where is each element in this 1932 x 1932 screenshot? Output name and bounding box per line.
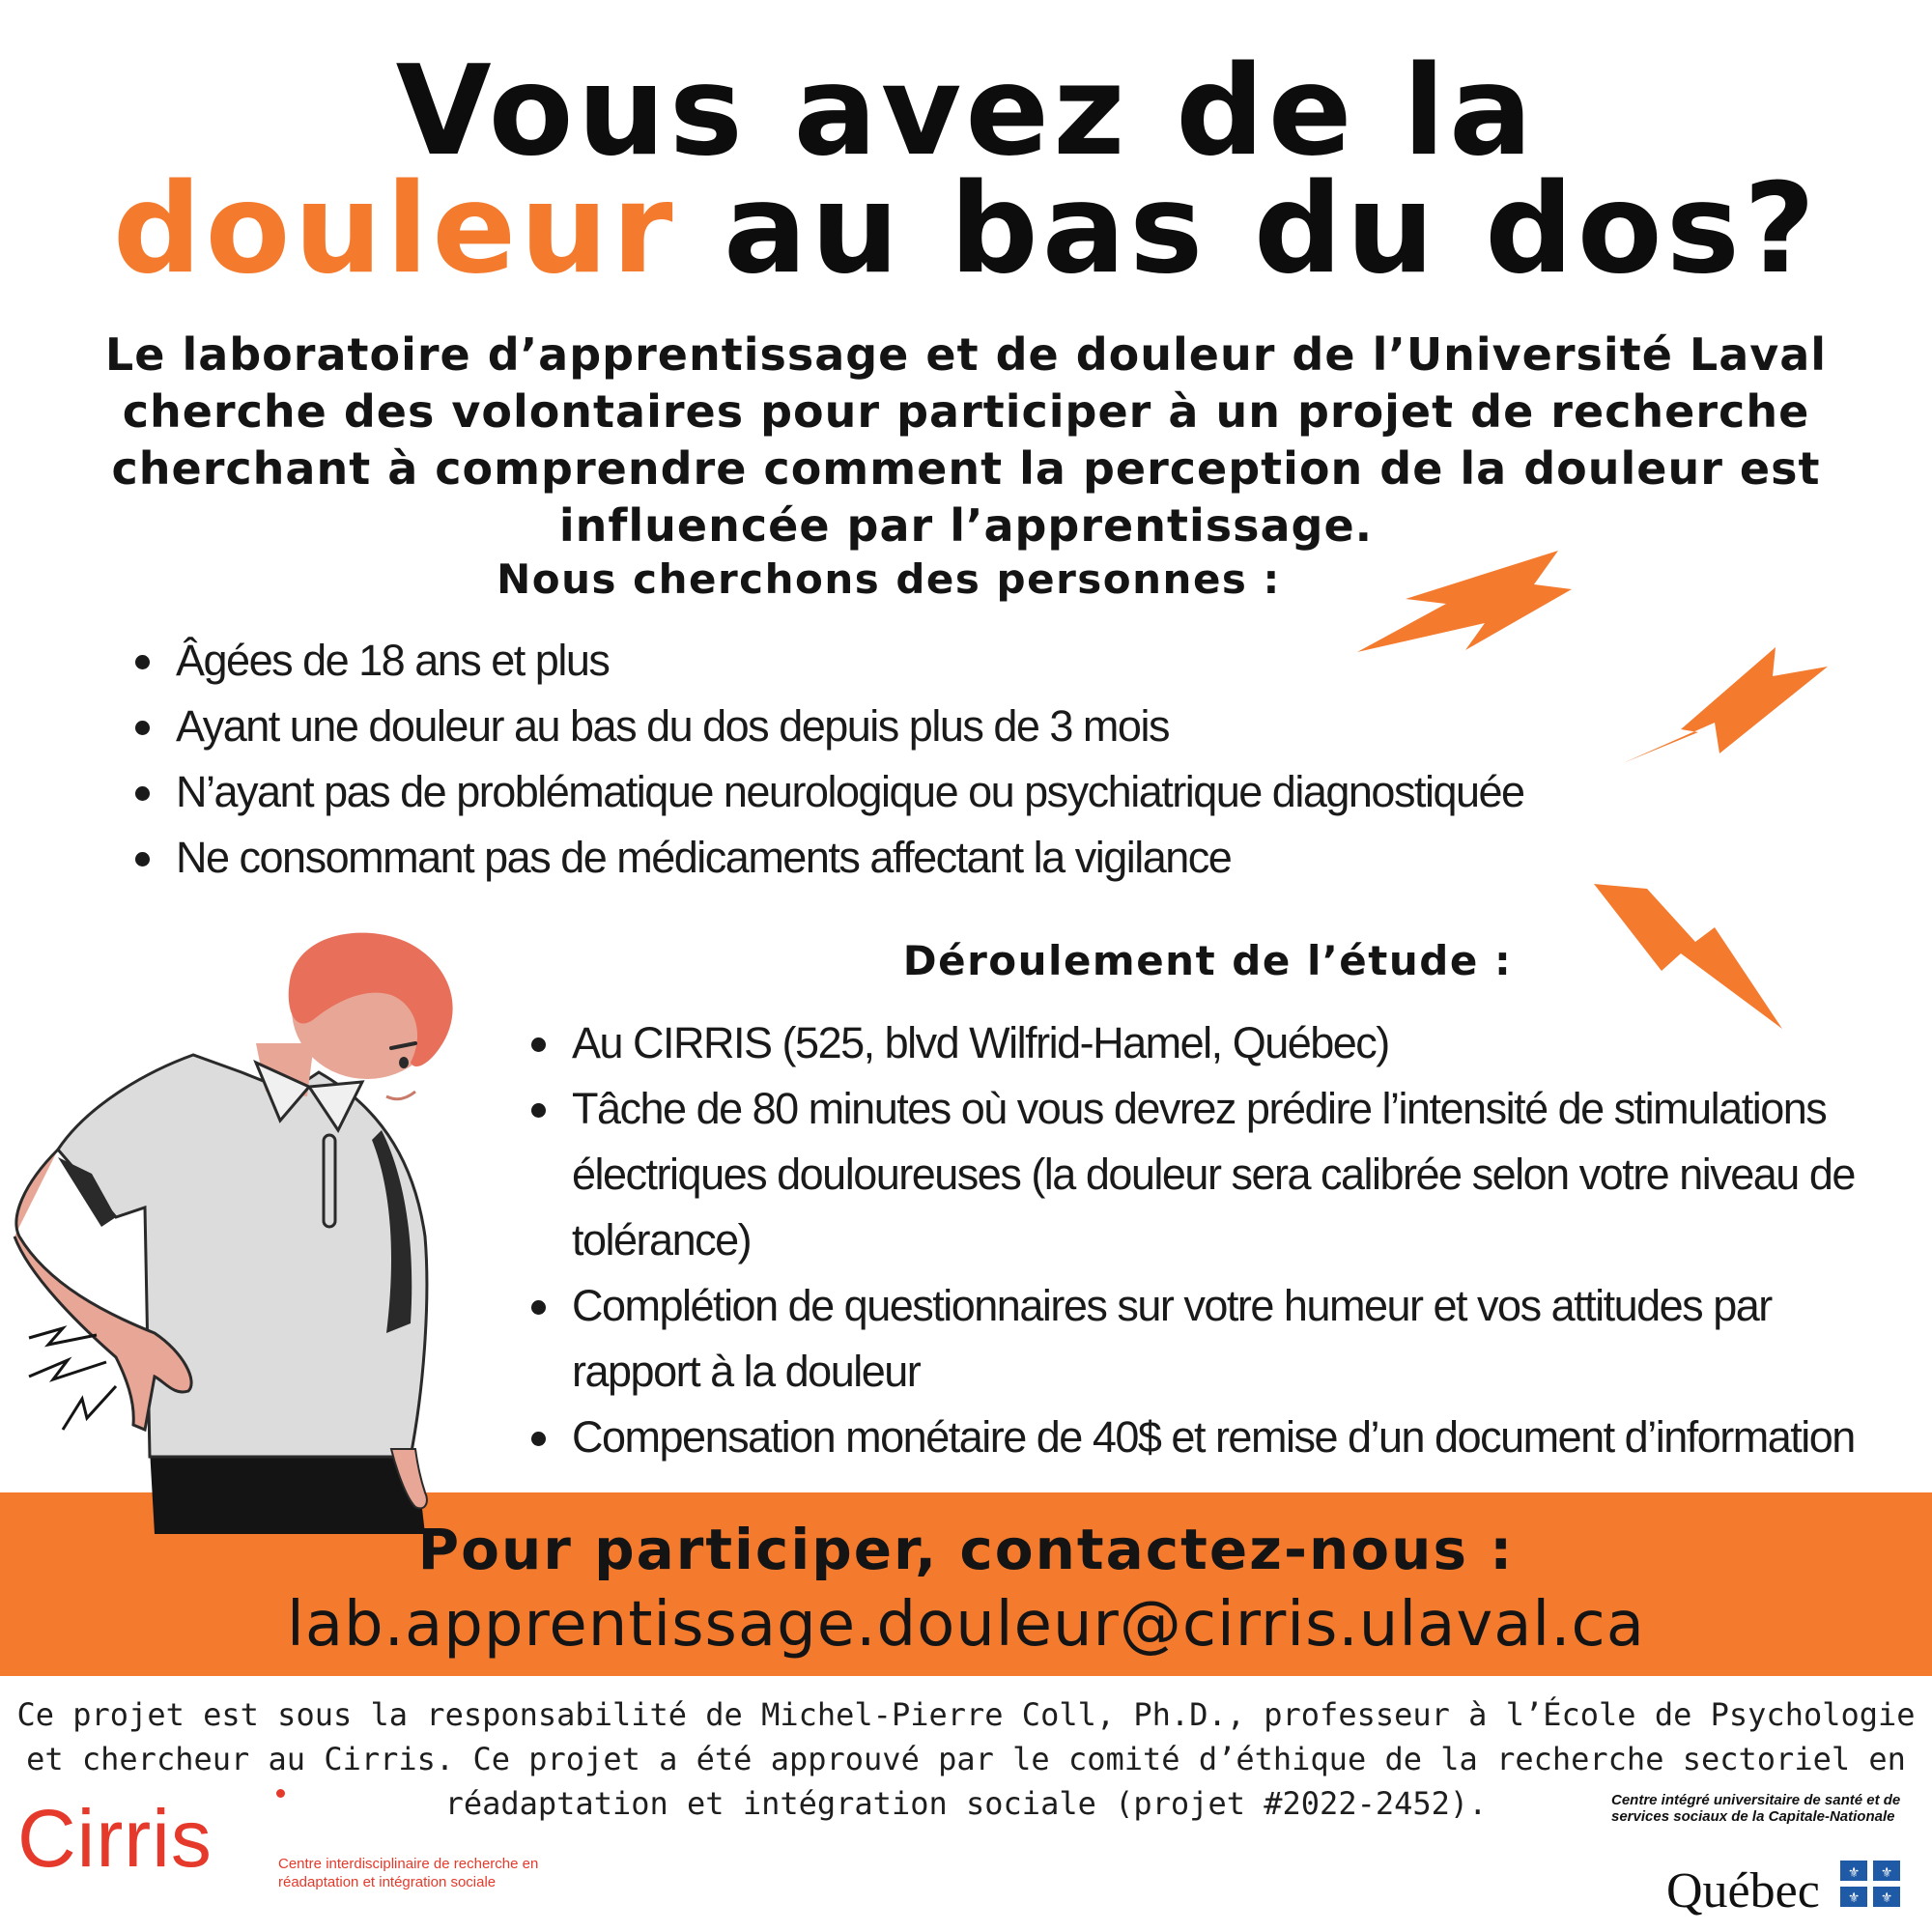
- process-title: Déroulement de l’étude :: [902, 937, 1513, 984]
- criteria-item: Âgées de 18 ans et plus: [135, 628, 1681, 694]
- criteria-list: [135, 628, 1681, 891]
- cta-label: Pour participer, contactez-nous :: [417, 1517, 1515, 1582]
- headline-line-2: [0, 157, 1932, 301]
- intro-paragraph: Le laboratoire d’apprentissage et de douleur de l’Université Laval cherche des volontaires pour participer à un projet de recherche cherchant à comprendre comment la perception de la douleur est influencée par l’apprentissage.: [104, 328, 1828, 552]
- fleur-de-lis-icon: [1840, 1861, 1900, 1907]
- process-item: Compensation monétaire de 40$ et remise d’un document d’information: [531, 1405, 1903, 1470]
- cirris-logo-wordmark: Cirris: [17, 1793, 213, 1884]
- process-item: Au CIRRIS (525, blvd Wilfrid-Hamel, Québec): [531, 1010, 1903, 1076]
- footer-note: Ce projet est sous la responsabilité de Michel-Pierre Coll, Ph.D., professeur à l’École de Psychologie et chercheur au Cirris. Ce projet a été approuvé par le comité d’éthique de la recherche sectoriel en réadaptation et intégration sociale (projet #2022-2452).: [16, 1696, 1916, 1822]
- criteria-title: Nous cherchons des personnes :: [497, 555, 1281, 603]
- back-pain-person-illustration: [0, 927, 454, 1546]
- contact-email-link[interactable]: lab.apprentissage.douleur@cirris.ulaval.ca: [287, 1589, 1645, 1661]
- headline-line-1: Vous avez de la: [395, 40, 1537, 184]
- criteria-item: Ayant une douleur au bas du dos depuis plus de 3 mois: [135, 694, 1681, 759]
- quebec-wordmark: Québec: [1666, 1863, 1820, 1918]
- headline-line-2-rest: au bas du dos?: [676, 157, 1820, 301]
- process-item: Complétion de questionnaires sur votre humeur et vos attitudes par rapport à la douleur: [531, 1273, 1903, 1405]
- cirris-logo-dot: [276, 1789, 285, 1798]
- lightning-bolt-icon: [1357, 546, 1575, 657]
- criteria-item: N’ayant pas de problématique neurologique ou psychiatrique diagnostiquée: [135, 759, 1681, 825]
- cirris-logo-full-name: Centre interdisciplinaire de recherche en réadaptation et intégration sociale: [278, 1856, 539, 1890]
- svg-text:⚜: ⚜: [1847, 1890, 1861, 1906]
- headline: [0, 40, 1932, 301]
- svg-text:⚜: ⚜: [1847, 1865, 1861, 1881]
- headline-accent-word: douleur: [112, 157, 677, 301]
- criteria-item: Ne consommant pas de médicaments affectant la vigilance: [135, 825, 1681, 891]
- process-list: [531, 1010, 1903, 1470]
- svg-text:⚜: ⚜: [1880, 1865, 1893, 1881]
- lightning-bolt-icon: [1623, 647, 1831, 768]
- ciusss-logo-name: Centre intégré universitaire de santé et de services sociaux de la Capitale-Nationale: [1611, 1792, 1901, 1825]
- process-item: Tâche de 80 minutes où vous devrez prédire l’intensité de stimulations électriques douloureuses (la douleur sera calibrée selon votre niveau de tolérance): [531, 1076, 1903, 1273]
- pain-zigzag-icon: [24, 1323, 121, 1439]
- svg-text:⚜: ⚜: [1880, 1890, 1893, 1906]
